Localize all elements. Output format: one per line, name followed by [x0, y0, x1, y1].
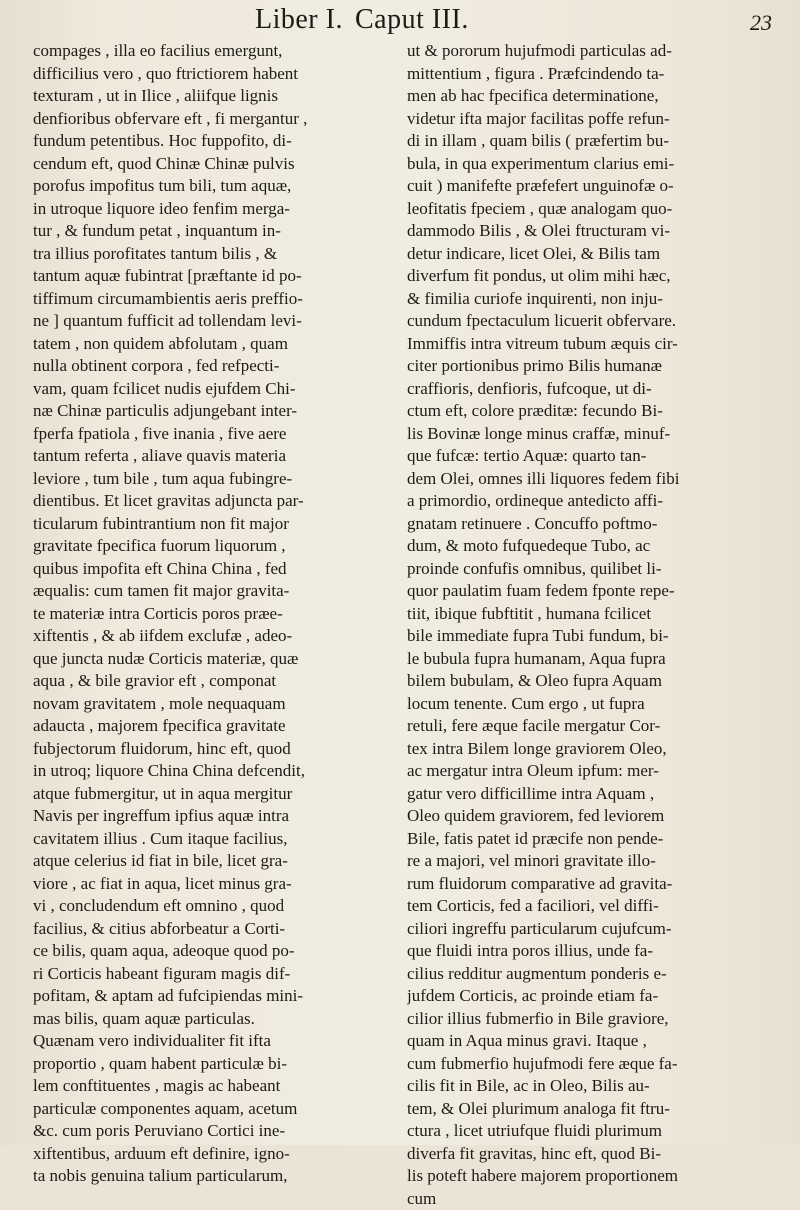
text-line: locum tenente. Cum ergo , ut fupra	[407, 693, 769, 716]
text-line: ta nobis genuina talium particularum,	[33, 1165, 395, 1188]
text-line: retuli, fere æque facile mergatur Cor-	[407, 715, 769, 738]
text-line: xiftentis , & ab iifdem exclufæ , adeo-	[33, 625, 395, 648]
text-line: proportio , quam habent particulæ bi-	[33, 1053, 395, 1076]
text-line: tem, & Olei plurimum analoga fit ftru-	[407, 1098, 769, 1121]
text-line: in utroq; liquore China China defcendit,	[33, 760, 395, 783]
text-line: proinde confufis omnibus, quilibet li-	[407, 558, 769, 581]
text-line: & fimilia curiofe inquirenti, non inju-	[407, 288, 769, 311]
text-line: tex intra Bilem longe graviorem Oleo,	[407, 738, 769, 761]
text-line: bilem bubulam, & Oleo fupra Aquam	[407, 670, 769, 693]
chapter-label: Caput III.	[355, 4, 469, 35]
right-text-column	[407, 40, 769, 1210]
text-line: difficilius vero , quo ftrictiorem habent	[33, 63, 395, 86]
text-line: in utroque liquore ideo fenfim merga-	[33, 198, 395, 221]
text-line: re a majori, vel minori gravitate illo-	[407, 850, 769, 873]
text-line: xiftentibus, arduum eft definire, igno-	[33, 1143, 395, 1166]
text-line: leviore , tum bile , tum aqua fubingre-	[33, 468, 395, 491]
text-line: Immiffis intra vitreum tubum æquis cir-	[407, 333, 769, 356]
running-head-title	[255, 4, 481, 36]
text-line: te materiæ intra Corticis poros præe-	[33, 603, 395, 626]
text-line: tantum aquæ fubintrat [præftante id po-	[33, 265, 395, 288]
text-line: ce bilis, quam aqua, adeoque quod po-	[33, 940, 395, 963]
text-line: ne ] quantum fufficit ad tollendam levi-	[33, 310, 395, 333]
text-line: texturam , ut in Ilice , aliifque lignis	[33, 85, 395, 108]
text-line: leofitatis fpeciem , quæ analogam quo-	[407, 198, 769, 221]
text-line: ut & pororum hujufmodi particulas ad-	[407, 40, 769, 63]
text-line: facilius, & citius abforbeatur a Corti-	[33, 918, 395, 941]
text-line: ctum eft, colore præditæ: fecundo Bi-	[407, 400, 769, 423]
text-line: gnatam retinuere . Concuffo poftmo-	[407, 513, 769, 536]
text-line: lis poteft habere majorem proportionem	[407, 1165, 769, 1188]
text-line: pofitam, & aptam ad fufcipiendas mini-	[33, 985, 395, 1008]
text-line: cilior illius fubmerfio in Bile graviore,	[407, 1008, 769, 1031]
text-line: ciliori ingreffu particularum cujufcum-	[407, 918, 769, 941]
text-line: gatur vero difficillime intra Aquam ,	[407, 783, 769, 806]
text-line: ri Corticis habeant figuram magis dif-	[33, 963, 395, 986]
text-line: diverfa fit gravitas, hinc eft, quod Bi-	[407, 1143, 769, 1166]
text-line: dem Olei, omnes illi liquores fedem fibi	[407, 468, 769, 491]
text-line: gravitate fpecifica fuorum liquorum ,	[33, 535, 395, 558]
text-line: que fufcæ: tertio Aquæ: quarto tan-	[407, 445, 769, 468]
text-line: di in illam , quam bilis ( præfertim bu-	[407, 130, 769, 153]
book-label: Liber I.	[255, 4, 343, 35]
text-line: quibus impofita eft China China , fed	[33, 558, 395, 581]
text-line: videtur ifta major facilitas poffe refun-	[407, 108, 769, 131]
text-line: nulla obtinent corpora , fed refpecti-	[33, 355, 395, 378]
text-line: men ab hac fpecifica determinatione,	[407, 85, 769, 108]
text-line: viore , ac fiat in aqua, licet minus gra-	[33, 873, 395, 896]
text-line: compages , illa eo facilius emergunt,	[33, 40, 395, 63]
text-line: fubjectorum fluidorum, hinc eft, quod	[33, 738, 395, 761]
text-line: atque fubmergitur, ut in aqua mergitur	[33, 783, 395, 806]
text-line: mas bilis, quam aquæ particulas.	[33, 1008, 395, 1031]
text-line: cilis fit in Bile, ac in Oleo, Bilis au-	[407, 1075, 769, 1098]
text-line: atque celerius id fiat in bile, licet gra-	[33, 850, 395, 873]
text-line: cuit ) manifefte præfefert unguinofæ o-	[407, 175, 769, 198]
text-line: ac mergatur intra Oleum ipfum: mer-	[407, 760, 769, 783]
text-line: particulæ componentes aquam, acetum	[33, 1098, 395, 1121]
text-line: bula, in qua experimentum clarius emi-	[407, 153, 769, 176]
text-line: porofus impofitus tum bili, tum aquæ,	[33, 175, 395, 198]
text-line: aqua , & bile gravior eft , componat	[33, 670, 395, 693]
text-line: detur indicare, licet Olei, & Bilis tam	[407, 243, 769, 266]
text-line: citer portionibus primo Bilis humanæ	[407, 355, 769, 378]
text-line: tiit, ibique fubftitit , humana fcilicet	[407, 603, 769, 626]
page-number: 23	[750, 10, 772, 36]
text-line: a primordio, ordineque antedicto affi-	[407, 490, 769, 513]
text-line: lis Bovinæ longe minus craffæ, minuf-	[407, 423, 769, 446]
text-line: ctura , licet utriufque fluidi plurimum	[407, 1120, 769, 1143]
text-line: cundum fpectaculum licuerit obfervare.	[407, 310, 769, 333]
text-line: fperfa fpatiola , five inania , five aere	[33, 423, 395, 446]
text-line: bile immediate fupra Tubi fundum, bi-	[407, 625, 769, 648]
text-line: craffioris, denfioris, fufcoque, ut di-	[407, 378, 769, 401]
text-line: cilius redditur augmentum ponderis e-	[407, 963, 769, 986]
text-line: jufdem Corticis, ac proinde etiam fa-	[407, 985, 769, 1008]
text-line: quam in Aqua minus gravi. Itaque ,	[407, 1030, 769, 1053]
text-line: cavitatem illius . Cum itaque facilius,	[33, 828, 395, 851]
text-line: quor paulatim fuam fedem fponte repe-	[407, 580, 769, 603]
text-line: tur , & fundum petat , inquantum in-	[33, 220, 395, 243]
text-line: Oleo quidem graviorem, fed leviorem	[407, 805, 769, 828]
text-line: vi , concludendum eft omnino , quod	[33, 895, 395, 918]
text-line: cendum eft, quod Chinæ Chinæ pulvis	[33, 153, 395, 176]
text-line: tra illius porofitates tantum bilis , &	[33, 243, 395, 266]
text-line: Navis per ingreffum ipfius aquæ intra	[33, 805, 395, 828]
text-line: næ Chinæ particulis adjungebant inter-	[33, 400, 395, 423]
text-line: &c. cum poris Peruviano Cortici ine-	[33, 1120, 395, 1143]
text-line: æqualis: cum tamen fit major gravita-	[33, 580, 395, 603]
text-line: cum	[407, 1188, 769, 1210]
text-line: Bile, fatis patet id præcife non pende-	[407, 828, 769, 851]
text-line: vam, quam fcilicet nudis ejufdem Chi-	[33, 378, 395, 401]
text-line: tatem , non quidem abfolutam , quam	[33, 333, 395, 356]
text-line: tem Corticis, fed a faciliori, vel diffi-	[407, 895, 769, 918]
text-line: Quænam vero individualiter fit ifta	[33, 1030, 395, 1053]
text-line: rum fluidorum comparative ad gravita-	[407, 873, 769, 896]
text-line: que juncta nudæ Corticis materiæ, quæ	[33, 648, 395, 671]
text-line: le bubula fupra humanam, Aqua fupra	[407, 648, 769, 671]
text-line: adaucta , majorem fpecifica gravitate	[33, 715, 395, 738]
text-line: tiffimum circumambientis aeris preffio-	[33, 288, 395, 311]
text-line: que fluidi intra poros illius, unde fa-	[407, 940, 769, 963]
text-line: lem conftituentes , magis ac habeant	[33, 1075, 395, 1098]
text-line: dum, & moto fufquedeque Tubo, ac	[407, 535, 769, 558]
text-line: cum fubmerfio hujufmodi fere æque fa-	[407, 1053, 769, 1076]
running-head	[0, 2, 800, 42]
text-line: dientibus. Et licet gravitas adjuncta par-	[33, 490, 395, 513]
text-line: novam gravitatem , mole nequaquam	[33, 693, 395, 716]
text-line: fundum petentibus. Hoc fuppofito, di-	[33, 130, 395, 153]
text-line: tantum referta , aliave quavis materia	[33, 445, 395, 468]
text-line: ticularum fubintrantium non fit major	[33, 513, 395, 536]
text-line: mittentium , figura . Præfcindendo ta-	[407, 63, 769, 86]
text-line: diverfum fit pondus, ut olim mihi hæc,	[407, 265, 769, 288]
text-line: denfioribus obfervare eft , fi mergantur ,	[33, 108, 395, 131]
text-line: dammodo Bilis , & Olei ftructuram vi-	[407, 220, 769, 243]
left-text-column	[33, 40, 395, 1188]
